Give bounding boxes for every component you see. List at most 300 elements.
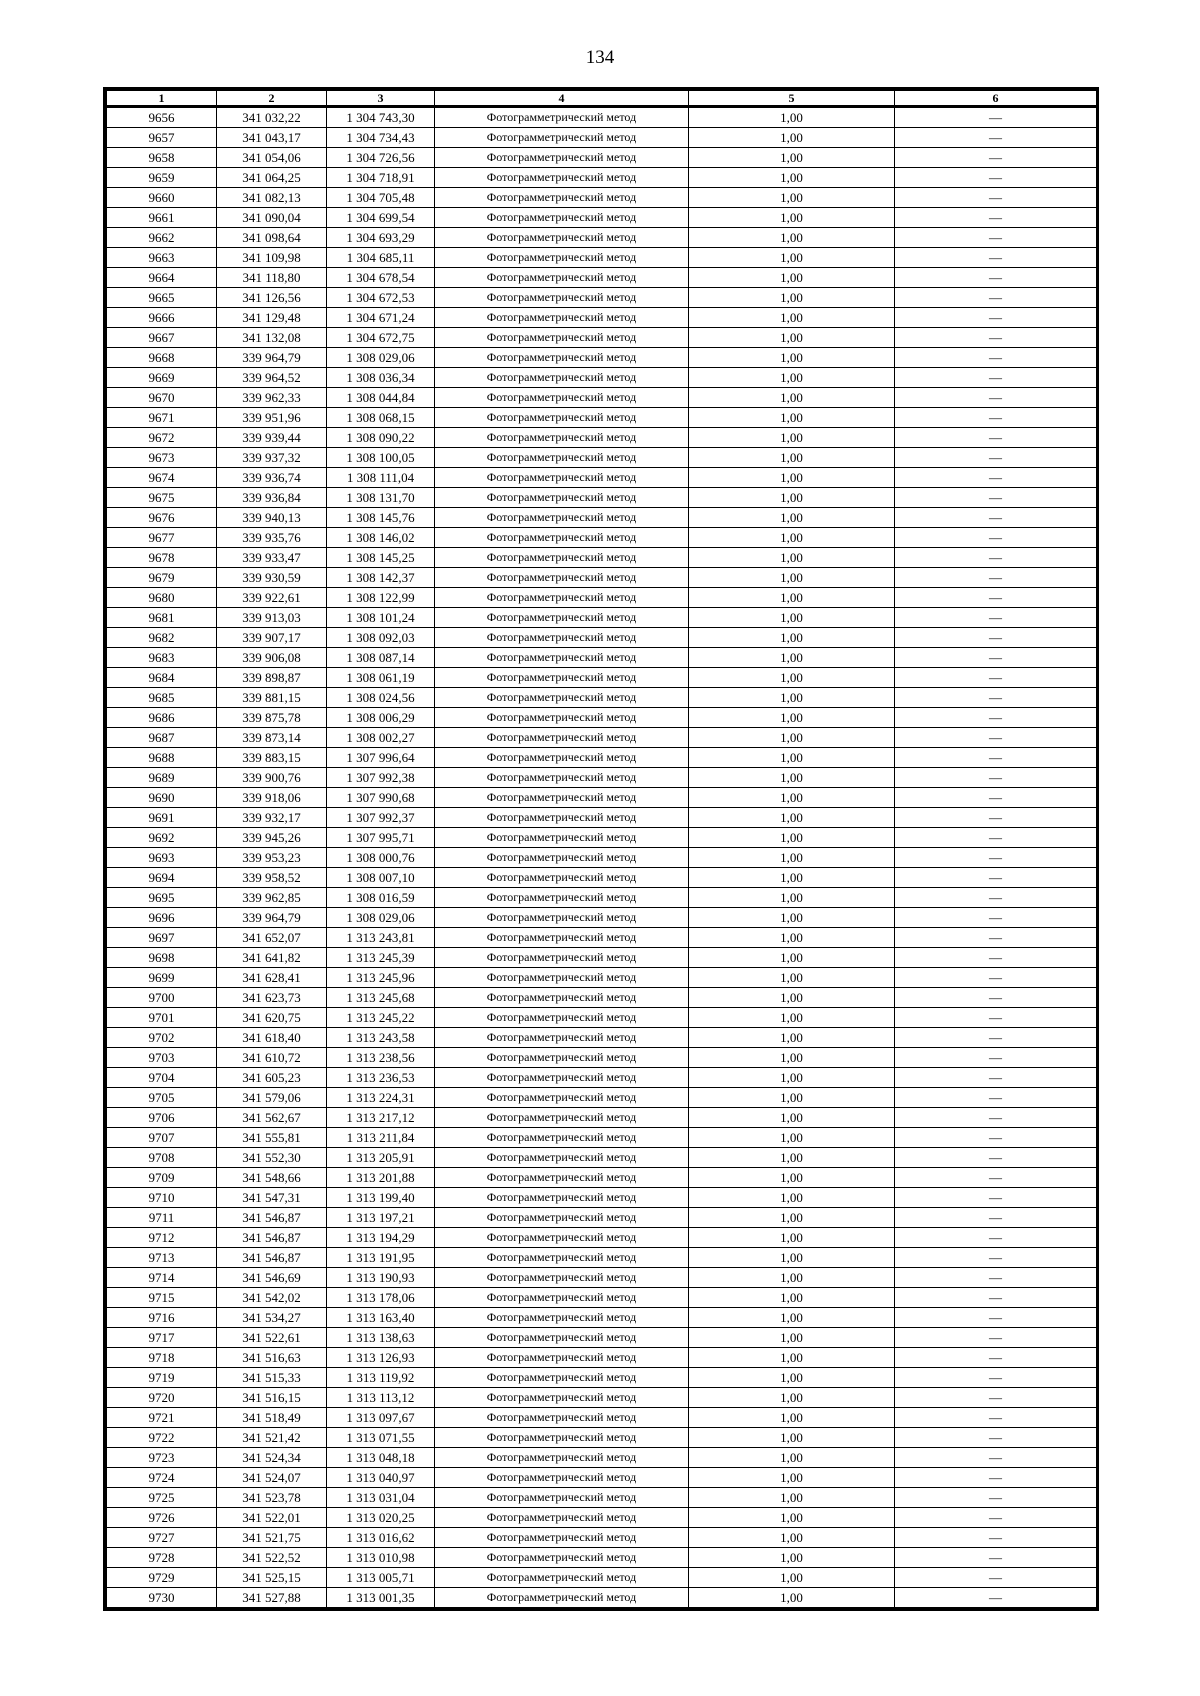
x-coordinate-cell: 339 951,96 (217, 408, 327, 428)
note-cell: — (895, 928, 1097, 948)
method-cell: Фотограмметрический метод (435, 328, 689, 348)
table-row (107, 328, 1097, 348)
point-number-cell: 9676 (107, 508, 217, 528)
accuracy-cell: 1,00 (689, 188, 895, 208)
table-row (107, 1088, 1097, 1108)
y-coordinate-cell: 1 304 705,48 (327, 188, 435, 208)
point-number-cell: 9692 (107, 828, 217, 848)
note-cell: — (895, 468, 1097, 488)
table-row (107, 1148, 1097, 1168)
accuracy-cell: 1,00 (689, 588, 895, 608)
y-coordinate-cell: 1 313 010,98 (327, 1548, 435, 1568)
method-cell: Фотограмметрический метод (435, 1488, 689, 1508)
table-row (107, 1328, 1097, 1348)
y-coordinate-cell: 1 313 236,53 (327, 1068, 435, 1088)
accuracy-cell: 1,00 (689, 1428, 895, 1448)
x-coordinate-cell: 341 521,75 (217, 1528, 327, 1548)
method-cell: Фотограмметрический метод (435, 1188, 689, 1208)
point-number-cell: 9712 (107, 1228, 217, 1248)
x-coordinate-cell: 339 900,76 (217, 768, 327, 788)
x-coordinate-cell: 341 082,13 (217, 188, 327, 208)
x-coordinate-cell: 339 940,13 (217, 508, 327, 528)
accuracy-cell: 1,00 (689, 1128, 895, 1148)
point-number-cell: 9669 (107, 368, 217, 388)
table-row (107, 1288, 1097, 1308)
point-number-cell: 9720 (107, 1388, 217, 1408)
y-coordinate-cell: 1 313 243,81 (327, 928, 435, 948)
note-cell: — (895, 1408, 1097, 1428)
y-coordinate-cell: 1 308 016,59 (327, 888, 435, 908)
point-number-cell: 9719 (107, 1368, 217, 1388)
point-number-cell: 9716 (107, 1308, 217, 1328)
x-coordinate-cell: 341 524,34 (217, 1448, 327, 1468)
method-cell: Фотограмметрический метод (435, 228, 689, 248)
method-cell: Фотограмметрический метод (435, 928, 689, 948)
method-cell: Фотограмметрический метод (435, 1068, 689, 1088)
accuracy-cell: 1,00 (689, 208, 895, 228)
x-coordinate-cell: 341 628,41 (217, 968, 327, 988)
table-row (107, 628, 1097, 648)
table-row (107, 1228, 1097, 1248)
x-coordinate-cell: 341 542,02 (217, 1288, 327, 1308)
x-coordinate-cell: 341 523,78 (217, 1488, 327, 1508)
point-number-cell: 9672 (107, 428, 217, 448)
accuracy-cell: 1,00 (689, 1208, 895, 1228)
accuracy-cell: 1,00 (689, 288, 895, 308)
method-cell: Фотограмметрический метод (435, 408, 689, 428)
point-number-cell: 9657 (107, 128, 217, 148)
y-coordinate-cell: 1 313 001,35 (327, 1588, 435, 1608)
method-cell: Фотограмметрический метод (435, 1008, 689, 1028)
accuracy-cell: 1,00 (689, 1228, 895, 1248)
y-coordinate-cell: 1 308 007,10 (327, 868, 435, 888)
x-coordinate-cell: 341 043,17 (217, 128, 327, 148)
accuracy-cell: 1,00 (689, 388, 895, 408)
y-coordinate-cell: 1 308 024,56 (327, 688, 435, 708)
table-row (107, 1108, 1097, 1128)
y-coordinate-cell: 1 313 190,93 (327, 1268, 435, 1288)
y-coordinate-cell: 1 313 126,93 (327, 1348, 435, 1368)
x-coordinate-cell: 339 953,23 (217, 848, 327, 868)
table-row (107, 248, 1097, 268)
point-number-cell: 9663 (107, 248, 217, 268)
method-cell: Фотограмметрический метод (435, 368, 689, 388)
note-cell: — (895, 908, 1097, 928)
note-cell: — (895, 628, 1097, 648)
note-cell: — (895, 1188, 1097, 1208)
point-number-cell: 9670 (107, 388, 217, 408)
accuracy-cell: 1,00 (689, 107, 895, 128)
method-cell: Фотограмметрический метод (435, 1588, 689, 1608)
accuracy-cell: 1,00 (689, 1588, 895, 1608)
note-cell: — (895, 368, 1097, 388)
y-coordinate-cell: 1 313 245,68 (327, 988, 435, 1008)
table-row (107, 748, 1097, 768)
point-number-cell: 9709 (107, 1168, 217, 1188)
accuracy-cell: 1,00 (689, 1508, 895, 1528)
table-row (107, 1028, 1097, 1048)
y-coordinate-cell: 1 313 016,62 (327, 1528, 435, 1548)
y-coordinate-cell: 1 307 996,64 (327, 748, 435, 768)
y-coordinate-cell: 1 313 040,97 (327, 1468, 435, 1488)
point-number-cell: 9718 (107, 1348, 217, 1368)
method-cell: Фотограмметрический метод (435, 388, 689, 408)
table-row (107, 888, 1097, 908)
point-number-cell: 9711 (107, 1208, 217, 1228)
method-cell: Фотограмметрический метод (435, 188, 689, 208)
y-coordinate-cell: 1 307 992,38 (327, 768, 435, 788)
note-cell: — (895, 588, 1097, 608)
point-number-cell: 9723 (107, 1448, 217, 1468)
note-cell: — (895, 388, 1097, 408)
table-row (107, 528, 1097, 548)
y-coordinate-cell: 1 308 061,19 (327, 668, 435, 688)
accuracy-cell: 1,00 (689, 308, 895, 328)
accuracy-cell: 1,00 (689, 1008, 895, 1028)
x-coordinate-cell: 341 522,52 (217, 1548, 327, 1568)
y-coordinate-cell: 1 304 718,91 (327, 168, 435, 188)
x-coordinate-cell: 341 129,48 (217, 308, 327, 328)
table-row (107, 568, 1097, 588)
table-row (107, 1388, 1097, 1408)
note-cell: — (895, 848, 1097, 868)
point-number-cell: 9674 (107, 468, 217, 488)
table-row (107, 948, 1097, 968)
y-coordinate-cell: 1 307 990,68 (327, 788, 435, 808)
y-coordinate-cell: 1 308 111,04 (327, 468, 435, 488)
table-row (107, 107, 1097, 128)
y-coordinate-cell: 1 313 245,39 (327, 948, 435, 968)
note-cell: — (895, 1468, 1097, 1488)
note-cell: — (895, 1028, 1097, 1048)
accuracy-cell: 1,00 (689, 668, 895, 688)
accuracy-cell: 1,00 (689, 1548, 895, 1568)
accuracy-cell: 1,00 (689, 908, 895, 928)
table-row (107, 1488, 1097, 1508)
note-cell: — (895, 1348, 1097, 1368)
method-cell: Фотограмметрический метод (435, 208, 689, 228)
accuracy-cell: 1,00 (689, 1368, 895, 1388)
method-cell: Фотограмметрический метод (435, 888, 689, 908)
header-row (107, 91, 1097, 107)
point-number-cell: 9678 (107, 548, 217, 568)
y-coordinate-cell: 1 308 029,06 (327, 348, 435, 368)
accuracy-cell: 1,00 (689, 768, 895, 788)
accuracy-cell: 1,00 (689, 268, 895, 288)
table-row (107, 228, 1097, 248)
point-number-cell: 9689 (107, 768, 217, 788)
y-coordinate-cell: 1 308 090,22 (327, 428, 435, 448)
y-coordinate-cell: 1 308 036,34 (327, 368, 435, 388)
x-coordinate-cell: 339 962,85 (217, 888, 327, 908)
accuracy-cell: 1,00 (689, 508, 895, 528)
method-cell: Фотограмметрический метод (435, 848, 689, 868)
table-row (107, 1528, 1097, 1548)
method-cell: Фотограмметрический метод (435, 128, 689, 148)
point-number-cell: 9715 (107, 1288, 217, 1308)
y-coordinate-cell: 1 313 097,67 (327, 1408, 435, 1428)
method-cell: Фотограмметрический метод (435, 1168, 689, 1188)
table-row (107, 508, 1097, 528)
x-coordinate-cell: 339 918,06 (217, 788, 327, 808)
note-cell: — (895, 1148, 1097, 1168)
point-number-cell: 9721 (107, 1408, 217, 1428)
method-cell: Фотограмметрический метод (435, 1348, 689, 1368)
note-cell: — (895, 428, 1097, 448)
y-coordinate-cell: 1 307 992,37 (327, 808, 435, 828)
accuracy-cell: 1,00 (689, 1028, 895, 1048)
table-row (107, 1268, 1097, 1288)
table-row (107, 448, 1097, 468)
point-number-cell: 9658 (107, 148, 217, 168)
table-row (107, 668, 1097, 688)
note-cell: — (895, 208, 1097, 228)
note-cell: — (895, 1048, 1097, 1068)
point-number-cell: 9662 (107, 228, 217, 248)
table-row (107, 1368, 1097, 1388)
x-coordinate-cell: 339 906,08 (217, 648, 327, 668)
point-number-cell: 9693 (107, 848, 217, 868)
y-coordinate-cell: 1 313 113,12 (327, 1388, 435, 1408)
method-cell: Фотограмметрический метод (435, 288, 689, 308)
method-cell: Фотограмметрический метод (435, 508, 689, 528)
x-coordinate-cell: 341 522,61 (217, 1328, 327, 1348)
note-cell: — (895, 828, 1097, 848)
note-cell: — (895, 528, 1097, 548)
table-row (107, 708, 1097, 728)
point-number-cell: 9691 (107, 808, 217, 828)
accuracy-cell: 1,00 (689, 1248, 895, 1268)
table-row (107, 768, 1097, 788)
point-number-cell: 9667 (107, 328, 217, 348)
note-cell: — (895, 168, 1097, 188)
x-coordinate-cell: 341 518,49 (217, 1408, 327, 1428)
accuracy-cell: 1,00 (689, 228, 895, 248)
x-coordinate-cell: 339 935,76 (217, 528, 327, 548)
method-cell: Фотограмметрический метод (435, 1088, 689, 1108)
note-cell: — (895, 748, 1097, 768)
note-cell: — (895, 1248, 1097, 1268)
accuracy-cell: 1,00 (689, 1488, 895, 1508)
y-coordinate-cell: 1 313 243,58 (327, 1028, 435, 1048)
point-number-cell: 9701 (107, 1008, 217, 1028)
point-number-cell: 9677 (107, 528, 217, 548)
y-coordinate-cell: 1 308 092,03 (327, 628, 435, 648)
accuracy-cell: 1,00 (689, 828, 895, 848)
accuracy-cell: 1,00 (689, 648, 895, 668)
x-coordinate-cell: 341 090,04 (217, 208, 327, 228)
note-cell: — (895, 1528, 1097, 1548)
note-cell: — (895, 1428, 1097, 1448)
y-coordinate-cell: 1 308 006,29 (327, 708, 435, 728)
point-number-cell: 9717 (107, 1328, 217, 1348)
table-row (107, 1068, 1097, 1088)
table-row (107, 1588, 1097, 1608)
accuracy-cell: 1,00 (689, 148, 895, 168)
table-row (107, 868, 1097, 888)
point-number-cell: 9668 (107, 348, 217, 368)
point-number-cell: 9671 (107, 408, 217, 428)
point-number-cell: 9725 (107, 1488, 217, 1508)
note-cell: — (895, 788, 1097, 808)
x-coordinate-cell: 339 937,32 (217, 448, 327, 468)
x-coordinate-cell: 341 546,87 (217, 1228, 327, 1248)
note-cell: — (895, 688, 1097, 708)
x-coordinate-cell: 341 054,06 (217, 148, 327, 168)
y-coordinate-cell: 1 313 071,55 (327, 1428, 435, 1448)
column-header-6: 6 (895, 91, 1097, 107)
point-number-cell: 9694 (107, 868, 217, 888)
point-number-cell: 9730 (107, 1588, 217, 1608)
point-number-cell: 9702 (107, 1028, 217, 1048)
accuracy-cell: 1,00 (689, 988, 895, 1008)
point-number-cell: 9707 (107, 1128, 217, 1148)
y-coordinate-cell: 1 308 087,14 (327, 648, 435, 668)
accuracy-cell: 1,00 (689, 328, 895, 348)
note-cell: — (895, 1088, 1097, 1108)
accuracy-cell: 1,00 (689, 1268, 895, 1288)
method-cell: Фотограмметрический метод (435, 428, 689, 448)
method-cell: Фотограмметрический метод (435, 1148, 689, 1168)
table-row (107, 468, 1097, 488)
method-cell: Фотограмметрический метод (435, 168, 689, 188)
x-coordinate-cell: 341 552,30 (217, 1148, 327, 1168)
method-cell: Фотограмметрический метод (435, 1308, 689, 1328)
table-row (107, 268, 1097, 288)
note-cell: — (895, 248, 1097, 268)
method-cell: Фотограмметрический метод (435, 908, 689, 928)
point-number-cell: 9683 (107, 648, 217, 668)
accuracy-cell: 1,00 (689, 728, 895, 748)
page-number: 134 (585, 47, 615, 68)
table-row (107, 408, 1097, 428)
note-cell: — (895, 1208, 1097, 1228)
y-coordinate-cell: 1 308 145,76 (327, 508, 435, 528)
table-row (107, 928, 1097, 948)
accuracy-cell: 1,00 (689, 1068, 895, 1088)
point-number-cell: 9699 (107, 968, 217, 988)
note-cell: — (895, 488, 1097, 508)
table-row (107, 1468, 1097, 1488)
note-cell: — (895, 708, 1097, 728)
note-cell: — (895, 1548, 1097, 1568)
point-number-cell: 9728 (107, 1548, 217, 1568)
x-coordinate-cell: 341 118,80 (217, 268, 327, 288)
point-number-cell: 9665 (107, 288, 217, 308)
accuracy-cell: 1,00 (689, 1348, 895, 1368)
method-cell: Фотограмметрический метод (435, 268, 689, 288)
table-row (107, 1188, 1097, 1208)
point-number-cell: 9705 (107, 1088, 217, 1108)
y-coordinate-cell: 1 313 245,22 (327, 1008, 435, 1028)
y-coordinate-cell: 1 313 163,40 (327, 1308, 435, 1328)
x-coordinate-cell: 339 945,26 (217, 828, 327, 848)
note-cell: — (895, 508, 1097, 528)
note-cell: — (895, 808, 1097, 828)
table-row (107, 308, 1097, 328)
x-coordinate-cell: 341 522,01 (217, 1508, 327, 1528)
table-row (107, 1348, 1097, 1368)
y-coordinate-cell: 1 313 217,12 (327, 1108, 435, 1128)
note-cell: — (895, 268, 1097, 288)
x-coordinate-cell: 341 064,25 (217, 168, 327, 188)
x-coordinate-cell: 339 873,14 (217, 728, 327, 748)
y-coordinate-cell: 1 307 995,71 (327, 828, 435, 848)
table-row (107, 1508, 1097, 1528)
table-row (107, 588, 1097, 608)
accuracy-cell: 1,00 (689, 448, 895, 468)
table-row (107, 688, 1097, 708)
y-coordinate-cell: 1 313 119,92 (327, 1368, 435, 1388)
method-cell: Фотограмметрический метод (435, 1208, 689, 1228)
y-coordinate-cell: 1 313 201,88 (327, 1168, 435, 1188)
accuracy-cell: 1,00 (689, 1088, 895, 1108)
method-cell: Фотограмметрический метод (435, 648, 689, 668)
point-number-cell: 9686 (107, 708, 217, 728)
note-cell: — (895, 1068, 1097, 1088)
method-cell: Фотограмметрический метод (435, 107, 689, 128)
point-number-cell: 9656 (107, 107, 217, 128)
accuracy-cell: 1,00 (689, 748, 895, 768)
x-coordinate-cell: 341 524,07 (217, 1468, 327, 1488)
y-coordinate-cell: 1 313 178,06 (327, 1288, 435, 1308)
y-coordinate-cell: 1 304 693,29 (327, 228, 435, 248)
x-coordinate-cell: 341 623,73 (217, 988, 327, 1008)
point-number-cell: 9697 (107, 928, 217, 948)
note-cell: — (895, 968, 1097, 988)
point-number-cell: 9722 (107, 1428, 217, 1448)
table-row (107, 548, 1097, 568)
note-cell: — (895, 1228, 1097, 1248)
x-coordinate-cell: 341 620,75 (217, 1008, 327, 1028)
table-row (107, 1208, 1097, 1228)
coordinates-table (103, 87, 1099, 1611)
accuracy-cell: 1,00 (689, 1408, 895, 1428)
accuracy-cell: 1,00 (689, 1308, 895, 1328)
method-cell: Фотограмметрический метод (435, 1288, 689, 1308)
table-row (107, 728, 1097, 748)
x-coordinate-cell: 339 964,52 (217, 368, 327, 388)
table-row (107, 1248, 1097, 1268)
y-coordinate-cell: 1 313 211,84 (327, 1128, 435, 1148)
note-cell: — (895, 107, 1097, 128)
method-cell: Фотограмметрический метод (435, 1448, 689, 1468)
note-cell: — (895, 728, 1097, 748)
method-cell: Фотограмметрический метод (435, 688, 689, 708)
x-coordinate-cell: 339 930,59 (217, 568, 327, 588)
point-number-cell: 9660 (107, 188, 217, 208)
point-number-cell: 9680 (107, 588, 217, 608)
table-row (107, 1428, 1097, 1448)
column-header-3: 3 (327, 91, 435, 107)
x-coordinate-cell: 339 964,79 (217, 348, 327, 368)
y-coordinate-cell: 1 304 743,30 (327, 107, 435, 128)
x-coordinate-cell: 341 605,23 (217, 1068, 327, 1088)
table-row (107, 968, 1097, 988)
point-number-cell: 9713 (107, 1248, 217, 1268)
y-coordinate-cell: 1 313 005,71 (327, 1568, 435, 1588)
point-number-cell: 9704 (107, 1068, 217, 1088)
point-number-cell: 9659 (107, 168, 217, 188)
method-cell: Фотограмметрический метод (435, 1268, 689, 1288)
method-cell: Фотограмметрический метод (435, 1468, 689, 1488)
method-cell: Фотограмметрический метод (435, 1128, 689, 1148)
accuracy-cell: 1,00 (689, 1188, 895, 1208)
accuracy-cell: 1,00 (689, 128, 895, 148)
y-coordinate-cell: 1 308 122,99 (327, 588, 435, 608)
note-cell: — (895, 1368, 1097, 1388)
table-row (107, 1128, 1097, 1148)
